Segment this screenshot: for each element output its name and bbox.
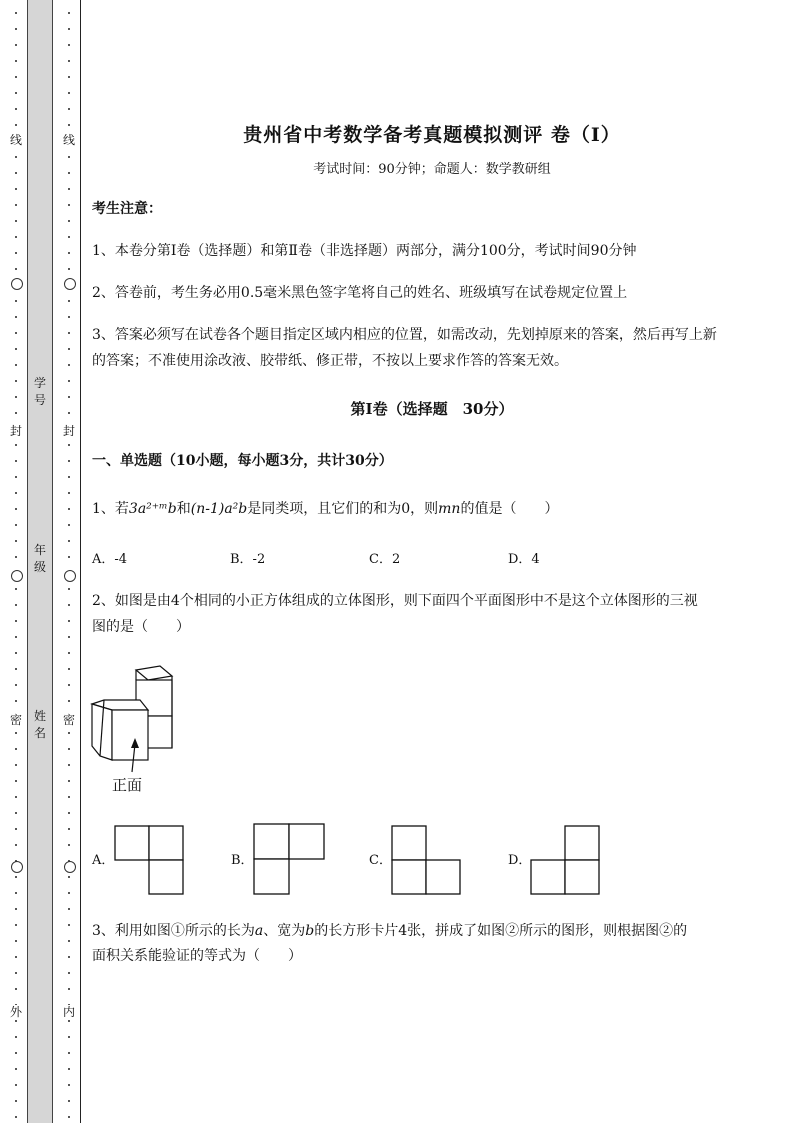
margin-dot (15, 348, 17, 350)
margin-dot (68, 924, 70, 926)
q1-option-c[interactable]: C．2 (369, 552, 401, 567)
q2-option-d[interactable]: D． (508, 853, 532, 868)
margin-dot (15, 76, 17, 78)
notice-item-2: 2、答卷前，考生务必用0.5毫米黑色签字笔将自己的姓名、班级填写在试卷规定位置上 (92, 285, 628, 301)
margin-dot (68, 300, 70, 302)
margin-dot (15, 252, 17, 254)
q2-option-b[interactable]: B． (231, 853, 254, 868)
margin-dot (68, 172, 70, 174)
margin-dot (68, 732, 70, 734)
notice-item-3: 3、答案必须写在试卷各个题目指定区域内相应的位置，如需改动，先划掉原来的答案，然后再写上新 (92, 327, 717, 343)
left-mark-sealed: 密 (9, 713, 22, 727)
notice-item-1: 1、本卷分第Ⅰ卷（选择题）和第Ⅱ卷（非选择题）两部分，满分100分，考试时间90分钟 (92, 243, 637, 259)
left-mark-line: 线 (9, 133, 22, 147)
margin-dot (68, 332, 70, 334)
margin-dot (15, 396, 17, 398)
margin-dot (68, 892, 70, 894)
margin-dot (15, 316, 17, 318)
margin-dot (68, 12, 70, 14)
margin-dot (68, 476, 70, 478)
right-mark-sealed: 密 (62, 713, 75, 727)
margin-dot (15, 764, 17, 766)
margin-dot (15, 780, 17, 782)
margin-dot (68, 668, 70, 670)
question-3-line2: 面积关系能验证的等式为（ ） (92, 948, 302, 964)
margin-dot (68, 700, 70, 702)
margin-dot (68, 1100, 70, 1102)
margin-dot (68, 316, 70, 318)
field-student-id: 学号 (33, 376, 46, 407)
field-name: 姓名 (33, 709, 46, 740)
q1-mid: 和 (176, 501, 191, 517)
margin-dot (15, 652, 17, 654)
margin-dot (15, 60, 17, 62)
margin-dot (68, 876, 70, 878)
margin-dot (15, 732, 17, 734)
margin-dot (68, 204, 70, 206)
margin-dot (68, 1084, 70, 1086)
left-circle-1 (11, 278, 23, 290)
left-dot-column (9, 0, 23, 1123)
margin-dot (15, 668, 17, 670)
margin-dot (68, 620, 70, 622)
margin-dot (68, 972, 70, 974)
margin-dot (15, 924, 17, 926)
page-title: 贵州省中考数学备考真题模拟测评 卷（Ⅰ） (243, 124, 621, 146)
q2-shape-a (115, 826, 185, 896)
margin-dot (15, 108, 17, 110)
q2-option-c[interactable]: C． (369, 853, 392, 868)
margin-dot (68, 540, 70, 542)
margin-dot (68, 1020, 70, 1022)
q2-shape-c (392, 826, 464, 896)
left-circle-2 (11, 570, 23, 582)
margin-dot (15, 1116, 17, 1118)
q3-var-b: b (305, 923, 315, 939)
left-mark-outer: 外 (9, 1005, 22, 1019)
margin-dot (15, 1052, 17, 1054)
margin-dot (68, 44, 70, 46)
margin-dot (15, 380, 17, 382)
margin-dot (68, 940, 70, 942)
margin-dot (68, 76, 70, 78)
margin-dot (15, 1100, 17, 1102)
right-circle-1 (64, 278, 76, 290)
margin-dot (68, 92, 70, 94)
margin-dot (15, 204, 17, 206)
margin-dot (15, 988, 17, 990)
margin-dot (15, 412, 17, 414)
left-mark-seal: 封 (9, 424, 22, 438)
margin-dot (68, 364, 70, 366)
q2-shape-b (254, 824, 326, 896)
notice-heading: 考生注意： (92, 201, 162, 217)
q1-tail: 是同类项，且它们的和为0，则 (247, 501, 439, 517)
cube-left-front (112, 710, 148, 760)
margin-dot (15, 444, 17, 446)
question-2-line1: 2、如图是由4个相同的小正方体组成的立体图形，则下面四个平面图形中不是这个立体图形的三视 (92, 593, 698, 609)
field-grade: 年级 (33, 543, 46, 574)
margin-dot (15, 940, 17, 942)
margin-dot (68, 956, 70, 958)
section-title: 第Ⅰ卷（选择题 30分） (350, 400, 514, 418)
margin-dot (68, 780, 70, 782)
margin-dot (68, 1036, 70, 1038)
left-circle-3 (11, 861, 23, 873)
q3-text-c: 的长方形卡片4张，拼成了如图②所示的图形，则根据图②的 (314, 923, 688, 939)
question-1 (92, 496, 558, 522)
margin-dot (15, 124, 17, 126)
margin-dot (68, 252, 70, 254)
margin-dot (15, 684, 17, 686)
margin-dot (15, 604, 17, 606)
margin-dot (68, 492, 70, 494)
q1-end: 的值是（ ） (460, 501, 559, 517)
margin-dot (68, 156, 70, 158)
margin-dot (68, 60, 70, 62)
margin-dot (15, 172, 17, 174)
margin-dot (68, 604, 70, 606)
margin-dot (68, 844, 70, 846)
margin-dot (68, 1052, 70, 1054)
margin-dot (68, 812, 70, 814)
margin-dot (15, 332, 17, 334)
q2-shape-d (531, 826, 603, 896)
q1-option-b[interactable]: B．-2 (230, 552, 266, 567)
margin-dot (15, 1068, 17, 1070)
margin-dot (15, 12, 17, 14)
margin-dot (68, 796, 70, 798)
margin-dot (68, 908, 70, 910)
notice-item-3-cont: 的答案；不准使用涂改液、胶带纸、修正带，不按以上要求作答的答案无效。 (92, 353, 568, 369)
q3-text-b: 、宽为 (263, 923, 306, 939)
margin-dot (15, 844, 17, 846)
margin-dot (68, 1068, 70, 1070)
margin-dot (68, 412, 70, 414)
margin-dot (68, 508, 70, 510)
right-circle-2 (64, 570, 76, 582)
margin-dot (68, 108, 70, 110)
margin-dot (15, 908, 17, 910)
margin-dot (68, 444, 70, 446)
margin-dot (68, 588, 70, 590)
margin-dot (68, 268, 70, 270)
margin-dot (15, 556, 17, 558)
margin-dot (15, 188, 17, 190)
margin-dot (68, 124, 70, 126)
q2-option-a[interactable]: A． (92, 853, 115, 868)
margin-dot (15, 524, 17, 526)
right-mark-inner: 内 (62, 1005, 75, 1019)
margin-dot (15, 876, 17, 878)
exam-subtitle: 考试时间：90分钟；命题人：数学教研组 (313, 162, 551, 177)
margin-dot (15, 492, 17, 494)
margin-dot (15, 828, 17, 830)
q1-var: mn (438, 501, 461, 517)
right-circle-3 (64, 861, 76, 873)
q1-option-a[interactable]: A．-4 (92, 552, 128, 567)
margin-dot (68, 556, 70, 558)
margin-dot (68, 396, 70, 398)
margin-dot (15, 476, 17, 478)
margin-dot (15, 588, 17, 590)
margin-dot (15, 748, 17, 750)
margin-dot (15, 620, 17, 622)
question-3-line1 (92, 918, 687, 944)
q1-option-d[interactable]: D．4 (508, 552, 540, 567)
margin-rule (80, 0, 81, 1123)
margin-dot (15, 636, 17, 638)
margin-dot (15, 972, 17, 974)
margin-dot (15, 156, 17, 158)
front-view-label: 正面 (112, 776, 143, 794)
margin-dot (68, 764, 70, 766)
margin-dot (15, 508, 17, 510)
part-title: 一、单选题（10小题，每小题3分，共计30分） (92, 453, 393, 469)
margin-dot (15, 460, 17, 462)
question-2-line2: 图的是（ ） (92, 619, 190, 635)
margin-dot (68, 1116, 70, 1118)
margin-dot (68, 636, 70, 638)
right-mark-seal: 封 (62, 424, 75, 438)
margin-dot (68, 188, 70, 190)
margin-dot (15, 92, 17, 94)
margin-dot (68, 28, 70, 30)
margin-dot (15, 236, 17, 238)
margin-dot (15, 796, 17, 798)
margin-dot (68, 748, 70, 750)
margin-dot (15, 268, 17, 270)
margin-dot (68, 236, 70, 238)
q1-prefix: 1、若 (92, 501, 129, 517)
margin-dot (68, 348, 70, 350)
margin-dot (15, 1020, 17, 1022)
q3-text-a: 3、利用如图①所示的长为 (92, 923, 255, 939)
right-dot-column (62, 0, 76, 1123)
margin-dot (15, 364, 17, 366)
margin-dot (15, 1084, 17, 1086)
margin-dot (15, 540, 17, 542)
binding-margin (0, 0, 84, 1123)
margin-dot (15, 44, 17, 46)
margin-dot (68, 460, 70, 462)
margin-dot (68, 524, 70, 526)
margin-dot (68, 652, 70, 654)
margin-dot (68, 828, 70, 830)
margin-dot (68, 220, 70, 222)
margin-dot (15, 812, 17, 814)
q1-expr1: 3a²⁺ᵐb (128, 501, 177, 517)
margin-dot (15, 220, 17, 222)
margin-dot (15, 28, 17, 30)
margin-dot (15, 892, 17, 894)
margin-dot (68, 380, 70, 382)
margin-dot (15, 300, 17, 302)
margin-dot (15, 1036, 17, 1038)
margin-dot (68, 684, 70, 686)
q1-expr2: (n-1)a²b (190, 501, 248, 517)
cube-top-face (136, 666, 172, 680)
right-mark-line: 线 (62, 133, 75, 147)
margin-dot (68, 988, 70, 990)
q3-var-a: a (254, 923, 264, 939)
margin-dot (15, 700, 17, 702)
margin-dot (15, 956, 17, 958)
